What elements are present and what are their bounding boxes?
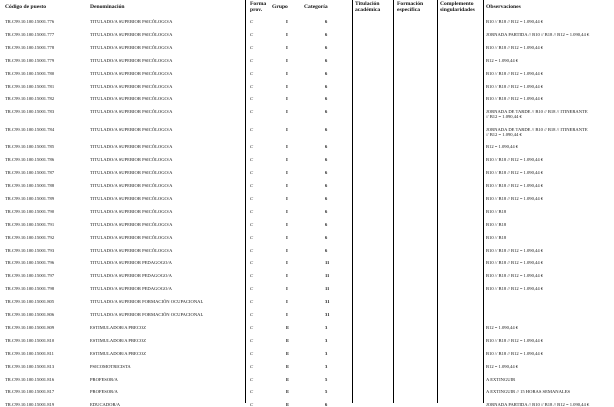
row-categoria: 6 bbox=[325, 221, 328, 227]
row-denominacion: ESTIMULADOR/A PRECOZ bbox=[90, 337, 147, 343]
row-forma-provision: C bbox=[250, 324, 254, 330]
header-forma-line1: Forma bbox=[250, 1, 267, 7]
row-denominacion: TITULADO/A SUPERIOR PSICÓLOGO/A bbox=[90, 44, 173, 50]
row-grupo: E bbox=[286, 376, 290, 382]
row-observaciones: B10 // B18 // B12 = 1.090,44 € bbox=[486, 350, 544, 356]
row-forma-provision: C bbox=[250, 273, 254, 279]
row-grupo: I bbox=[286, 44, 288, 50]
row-observaciones: B12 = 1.090,44 € bbox=[486, 324, 519, 330]
row-forma-provision: C bbox=[250, 208, 254, 214]
row-categoria: 3 bbox=[325, 363, 328, 369]
row-code: TR.C99.10.100.15001.810 bbox=[5, 337, 55, 343]
row-grupo: E bbox=[286, 337, 290, 343]
row-code: TR.C99.10.100.15001.817 bbox=[5, 389, 55, 395]
row-code: TR.C99.10.100.15001.811 bbox=[5, 350, 54, 356]
header-forma-line2: prov. bbox=[250, 7, 263, 13]
row-grupo: I bbox=[286, 170, 288, 176]
row-grupo: E bbox=[286, 350, 290, 356]
row-forma-provision: C bbox=[250, 234, 254, 240]
row-code: TR.C99.10.100.15001.786 bbox=[5, 157, 55, 163]
row-denominacion: TITULADO/A SUPERIOR PSICÓLOGO/A bbox=[90, 183, 173, 188]
row-observaciones: JORNADA PARTIDA // B10 // B18 // B12 = 1.090,44 € bbox=[486, 402, 590, 407]
row-denominacion: TITULADO/A SUPERIOR PSICÓLOGO/A bbox=[90, 96, 173, 102]
row-categoria: 6 bbox=[325, 402, 328, 407]
row-denominacion: TITULADO/A SUPERIOR PSICÓLOGO/A bbox=[90, 208, 173, 214]
row-forma-provision: C bbox=[250, 157, 254, 163]
row-grupo: E bbox=[286, 402, 290, 407]
row-code: TR.C99.10.100.15001.793 bbox=[5, 247, 55, 253]
row-denominacion: TITULADO/A SUPERIOR PEDAGOGO/A bbox=[90, 286, 172, 292]
header-denominacion: Denominación bbox=[90, 4, 125, 10]
row-forma-provision: C bbox=[250, 299, 254, 305]
row-denominacion: PROFESOR/A bbox=[90, 389, 118, 395]
row-observaciones: B12 = 1.090,44 € bbox=[486, 144, 519, 150]
header-grupo: Grupo bbox=[272, 4, 288, 10]
row-forma-provision: C bbox=[250, 195, 254, 201]
row-forma-provision: C bbox=[250, 96, 254, 102]
row-observaciones: A EXTINGUIR bbox=[486, 376, 516, 382]
row-observaciones: B10 // B18 // B12 = 1.090,44 € bbox=[486, 247, 544, 253]
row-code: TR.C99.10.100.15001.788 bbox=[5, 183, 55, 188]
row-forma-provision: C bbox=[250, 44, 254, 50]
row-grupo: I bbox=[286, 70, 288, 76]
row-forma-provision: C bbox=[250, 376, 254, 382]
row-observaciones: B10 // B18 // B12 = 1.090,44 € bbox=[486, 273, 544, 279]
row-denominacion: TITULADO/A SUPERIOR FORMACIÓN OCUPACIONAL bbox=[90, 312, 204, 317]
row-code: TR.C99.10.100.15001.782 bbox=[5, 96, 55, 102]
row-grupo: I bbox=[286, 109, 288, 115]
row-denominacion: TITULADO/A SUPERIOR PSICÓLOGO/A bbox=[90, 19, 173, 24]
column-rule bbox=[352, 0, 353, 403]
row-observaciones: B10 // B18 // B12 = 1.090,44 € bbox=[486, 195, 544, 201]
row-observaciones: B12 = 1.090,44 € bbox=[486, 57, 519, 63]
row-denominacion: TITULADO/A SUPERIOR PSICÓLOGO/A bbox=[90, 70, 173, 76]
row-observaciones: B10 // B18 // B12 = 1.090,44 € bbox=[486, 83, 544, 89]
row-grupo: I bbox=[286, 260, 288, 266]
row-forma-provision: C bbox=[250, 31, 254, 37]
row-categoria: 6 bbox=[325, 183, 328, 188]
row-observaciones: B10 // B18 // B12 = 1.090,44 € bbox=[486, 183, 544, 188]
row-forma-provision: C bbox=[250, 19, 254, 24]
row-observaciones: B10 // B18 // B12 = 1.090,44 € bbox=[486, 44, 544, 50]
row-denominacion: ESTIMULADOR/A PRECOZ bbox=[90, 324, 147, 330]
row-categoria: 31 bbox=[325, 299, 330, 305]
row-forma-provision: C bbox=[250, 260, 254, 266]
row-code: TR.C99.10.100.15001.791 bbox=[5, 221, 55, 227]
row-code: TR.C99.10.100.15001.798 bbox=[5, 286, 55, 292]
row-code: TR.C99.10.100.15001.813 bbox=[5, 363, 55, 369]
header-titulacion-line2: académica bbox=[355, 7, 381, 13]
column-rule bbox=[483, 0, 484, 403]
row-code: TR.C99.10.100.15001.781 bbox=[5, 83, 55, 89]
row-forma-provision: C bbox=[250, 337, 254, 343]
row-forma-provision: C bbox=[250, 312, 254, 317]
row-grupo: I bbox=[286, 96, 288, 102]
row-observaciones: B10 // B18 // B12 = 1.090,44 € bbox=[486, 337, 544, 343]
row-denominacion: ESTIMULADOR/A PRECOZ bbox=[90, 350, 147, 356]
row-denominacion: TITULADO/A SUPERIOR PSICÓLOGO/A bbox=[90, 126, 173, 132]
row-grupo: I bbox=[286, 299, 288, 305]
row-denominacion: TITULADO/A SUPERIOR PSICÓLOGO/A bbox=[90, 195, 173, 201]
row-code: TR.C99.10.100.15001.777 bbox=[5, 31, 55, 37]
row-forma-provision: C bbox=[250, 221, 254, 227]
header-observaciones: Observaciones bbox=[486, 4, 521, 10]
row-forma-provision: C bbox=[250, 126, 254, 132]
row-categoria: 3 bbox=[325, 337, 328, 343]
row-denominacion: TITULADO/A SUPERIOR PEDAGOGO/A bbox=[90, 260, 172, 266]
row-code: TR.C99.10.100.15001.816 bbox=[5, 376, 55, 382]
row-categoria: 11 bbox=[325, 260, 330, 266]
row-forma-provision: C bbox=[250, 286, 254, 292]
row-denominacion: PROFESOR/A bbox=[90, 376, 118, 382]
row-categoria: 6 bbox=[325, 70, 328, 76]
header-codigo: Código de puesto bbox=[5, 4, 47, 10]
row-observaciones: JORNADA PARTIDA // B10 // B18 // B12 = 1.090,44 € bbox=[486, 31, 590, 37]
row-forma-provision: C bbox=[250, 57, 254, 63]
row-code: TR.C99.10.100.15001.789 bbox=[5, 195, 55, 201]
row-denominacion: TITULADO/A SUPERIOR PSICÓLOGO/A bbox=[90, 221, 173, 227]
row-categoria: 6 bbox=[325, 144, 328, 150]
row-grupo: I bbox=[286, 208, 288, 214]
row-code: TR.C99.10.100.15001.806 bbox=[5, 312, 55, 317]
row-categoria: 3 bbox=[325, 350, 328, 356]
row-forma-provision: C bbox=[250, 363, 254, 369]
row-categoria: 5 bbox=[325, 389, 328, 395]
row-forma-provision: C bbox=[250, 389, 254, 395]
row-categoria: 6 bbox=[325, 19, 328, 24]
header-titulacion-line1: Titulación bbox=[355, 1, 380, 7]
header-complemento-line1: Complemento bbox=[440, 1, 474, 7]
row-grupo: I bbox=[286, 126, 288, 132]
row-categoria: 6 bbox=[325, 170, 328, 176]
row-grupo: E bbox=[286, 363, 290, 369]
row-denominacion: TITULADO/A SUPERIOR PSICÓLOGO/A bbox=[90, 170, 173, 176]
row-forma-provision: C bbox=[250, 83, 254, 89]
header-complemento-line2: singularidades bbox=[440, 7, 475, 13]
row-grupo: I bbox=[286, 31, 288, 37]
row-grupo: I bbox=[286, 144, 288, 150]
row-grupo: I bbox=[286, 157, 288, 163]
row-denominacion: TITULADO/A SUPERIOR FORMACIÓN OCUPACIONAL bbox=[90, 299, 204, 305]
row-categoria: 6 bbox=[325, 247, 328, 253]
row-code: TR.C99.10.100.15001.785 bbox=[5, 144, 55, 150]
row-grupo: I bbox=[286, 57, 288, 63]
row-categoria: 6 bbox=[325, 109, 328, 115]
row-observaciones: B10 // B18 // B12 = 1.090,44 € bbox=[486, 70, 544, 76]
row-denominacion: TITULADO/A SUPERIOR PSICÓLOGO/A bbox=[90, 57, 173, 63]
row-grupo: I bbox=[286, 195, 288, 201]
row-code: TR.C99.10.100.15001.805 bbox=[5, 299, 55, 305]
row-categoria: 6 bbox=[325, 208, 328, 214]
row-forma-provision: C bbox=[250, 247, 254, 253]
column-rule bbox=[393, 0, 394, 403]
row-observaciones: B10 // B18 // B12 = 1.090,44 € bbox=[486, 170, 544, 176]
row-code: TR.C99.10.100.15001.797 bbox=[5, 273, 55, 279]
row-denominacion: TITULADO/A SUPERIOR PSICÓLOGO/A bbox=[90, 234, 173, 240]
header-categoria: Categoría bbox=[304, 4, 328, 10]
column-rule bbox=[245, 0, 246, 403]
row-denominacion: TITULADO/A SUPERIOR PSICÓLOGO/A bbox=[90, 157, 173, 163]
row-categoria: 11 bbox=[325, 273, 330, 279]
row-denominacion: PSICOMOTRICISTA bbox=[90, 363, 131, 369]
row-categoria: 6 bbox=[325, 157, 328, 163]
row-observaciones-line2: // B12 = 1.090,44 € bbox=[486, 131, 522, 137]
row-observaciones: B10 // B18 // B12 = 1.090,44 € bbox=[486, 96, 544, 102]
column-rule bbox=[437, 0, 438, 403]
row-forma-provision: C bbox=[250, 183, 254, 188]
row-grupo: I bbox=[286, 247, 288, 253]
row-observaciones: A EXTINGUIR // 15 HORAS SEMANALES bbox=[486, 389, 571, 395]
row-code: TR.C99.10.100.15001.780 bbox=[5, 70, 55, 76]
row-categoria: 6 bbox=[325, 126, 328, 132]
row-grupo: E bbox=[286, 389, 290, 395]
row-forma-provision: C bbox=[250, 70, 254, 76]
row-categoria: 6 bbox=[325, 44, 328, 50]
row-categoria: 6 bbox=[325, 96, 328, 102]
table-header bbox=[0, 0, 614, 20]
row-observaciones: JORNADA DE TARDE // B10 // B18 // ITINERANTE bbox=[486, 109, 588, 115]
row-grupo: I bbox=[286, 19, 288, 24]
row-categoria: 6 bbox=[325, 195, 328, 201]
row-observaciones: B10 // B18 bbox=[486, 221, 507, 227]
row-code: TR.C99.10.100.15001.776 bbox=[5, 19, 55, 24]
row-observaciones: B10 // B18 // B12 = 1.090,44 € bbox=[486, 286, 544, 292]
row-categoria: 5 bbox=[325, 376, 328, 382]
row-categoria: 6 bbox=[325, 83, 328, 89]
row-grupo: I bbox=[286, 221, 288, 227]
row-categoria: 11 bbox=[325, 286, 330, 292]
row-categoria: 6 bbox=[325, 57, 328, 63]
row-denominacion: TITULADO/A SUPERIOR PSICÓLOGO/A bbox=[90, 109, 173, 115]
row-categoria: 3 bbox=[325, 324, 328, 330]
row-observaciones: B12 = 1.090,44 € bbox=[486, 363, 519, 369]
row-grupo: I bbox=[286, 286, 288, 292]
row-code: TR.C99.10.100.15001.819 bbox=[5, 402, 55, 407]
row-grupo: I bbox=[286, 183, 288, 188]
row-observaciones: B10 // B18 // B12 = 1.090,44 € bbox=[486, 260, 544, 266]
row-grupo: I bbox=[286, 273, 288, 279]
row-grupo: I bbox=[286, 234, 288, 240]
row-grupo: I bbox=[286, 312, 288, 317]
row-observaciones: B10 // B18 bbox=[486, 234, 507, 240]
row-code: TR.C99.10.100.15001.809 bbox=[5, 324, 55, 330]
row-code: TR.C99.10.100.15001.783 bbox=[5, 109, 55, 115]
row-categoria: 6 bbox=[325, 31, 328, 37]
row-observaciones: B10 // B18 // B12 = 1.090,44 € bbox=[486, 157, 544, 163]
row-observaciones: B10 // B18 // B12 = 1.090,44 € bbox=[486, 19, 544, 24]
row-forma-provision: C bbox=[250, 109, 254, 115]
row-denominacion: TITULADO/A SUPERIOR PSICÓLOGO/A bbox=[90, 31, 173, 37]
row-categoria: 31 bbox=[325, 312, 330, 317]
row-observaciones: B10 // B18 bbox=[486, 208, 507, 214]
row-code: TR.C99.10.100.15001.784 bbox=[5, 126, 55, 132]
row-code: TR.C99.10.100.15001.796 bbox=[5, 260, 55, 266]
row-denominacion: TITULADO/A SUPERIOR PSICÓLOGO/A bbox=[90, 144, 173, 150]
row-observaciones-line2: // B12 = 1.090,44 € bbox=[486, 114, 522, 120]
row-forma-provision: C bbox=[250, 402, 254, 407]
row-forma-provision: C bbox=[250, 170, 254, 176]
row-code: TR.C99.10.100.15001.778 bbox=[5, 44, 55, 50]
row-categoria: 6 bbox=[325, 234, 328, 240]
row-forma-provision: C bbox=[250, 144, 254, 150]
row-denominacion: TITULADO/A SUPERIOR PSICÓLOGO/A bbox=[90, 83, 173, 89]
row-denominacion: TITULADO/A SUPERIOR PEDAGOGO/A bbox=[90, 273, 172, 279]
row-code: TR.C99.10.100.15001.779 bbox=[5, 57, 55, 63]
row-observaciones: JORNADA DE TARDE // B10 // B18 // ITINERANTE bbox=[486, 126, 588, 132]
row-code: TR.C99.10.100.15001.790 bbox=[5, 208, 55, 214]
row-code: TR.C99.10.100.15001.792 bbox=[5, 234, 55, 240]
row-grupo: E bbox=[286, 324, 290, 330]
row-denominacion: TITULADO/A SUPERIOR PSICÓLOGO/A bbox=[90, 247, 173, 253]
row-code: TR.C99.10.100.15001.787 bbox=[5, 170, 55, 176]
row-denominacion: EDUCADOR/A bbox=[90, 402, 121, 407]
row-forma-provision: C bbox=[250, 350, 254, 356]
header-formacion-line1: Formación bbox=[397, 1, 424, 7]
row-grupo: I bbox=[286, 83, 288, 89]
header-formacion-line2: específica bbox=[397, 7, 420, 13]
